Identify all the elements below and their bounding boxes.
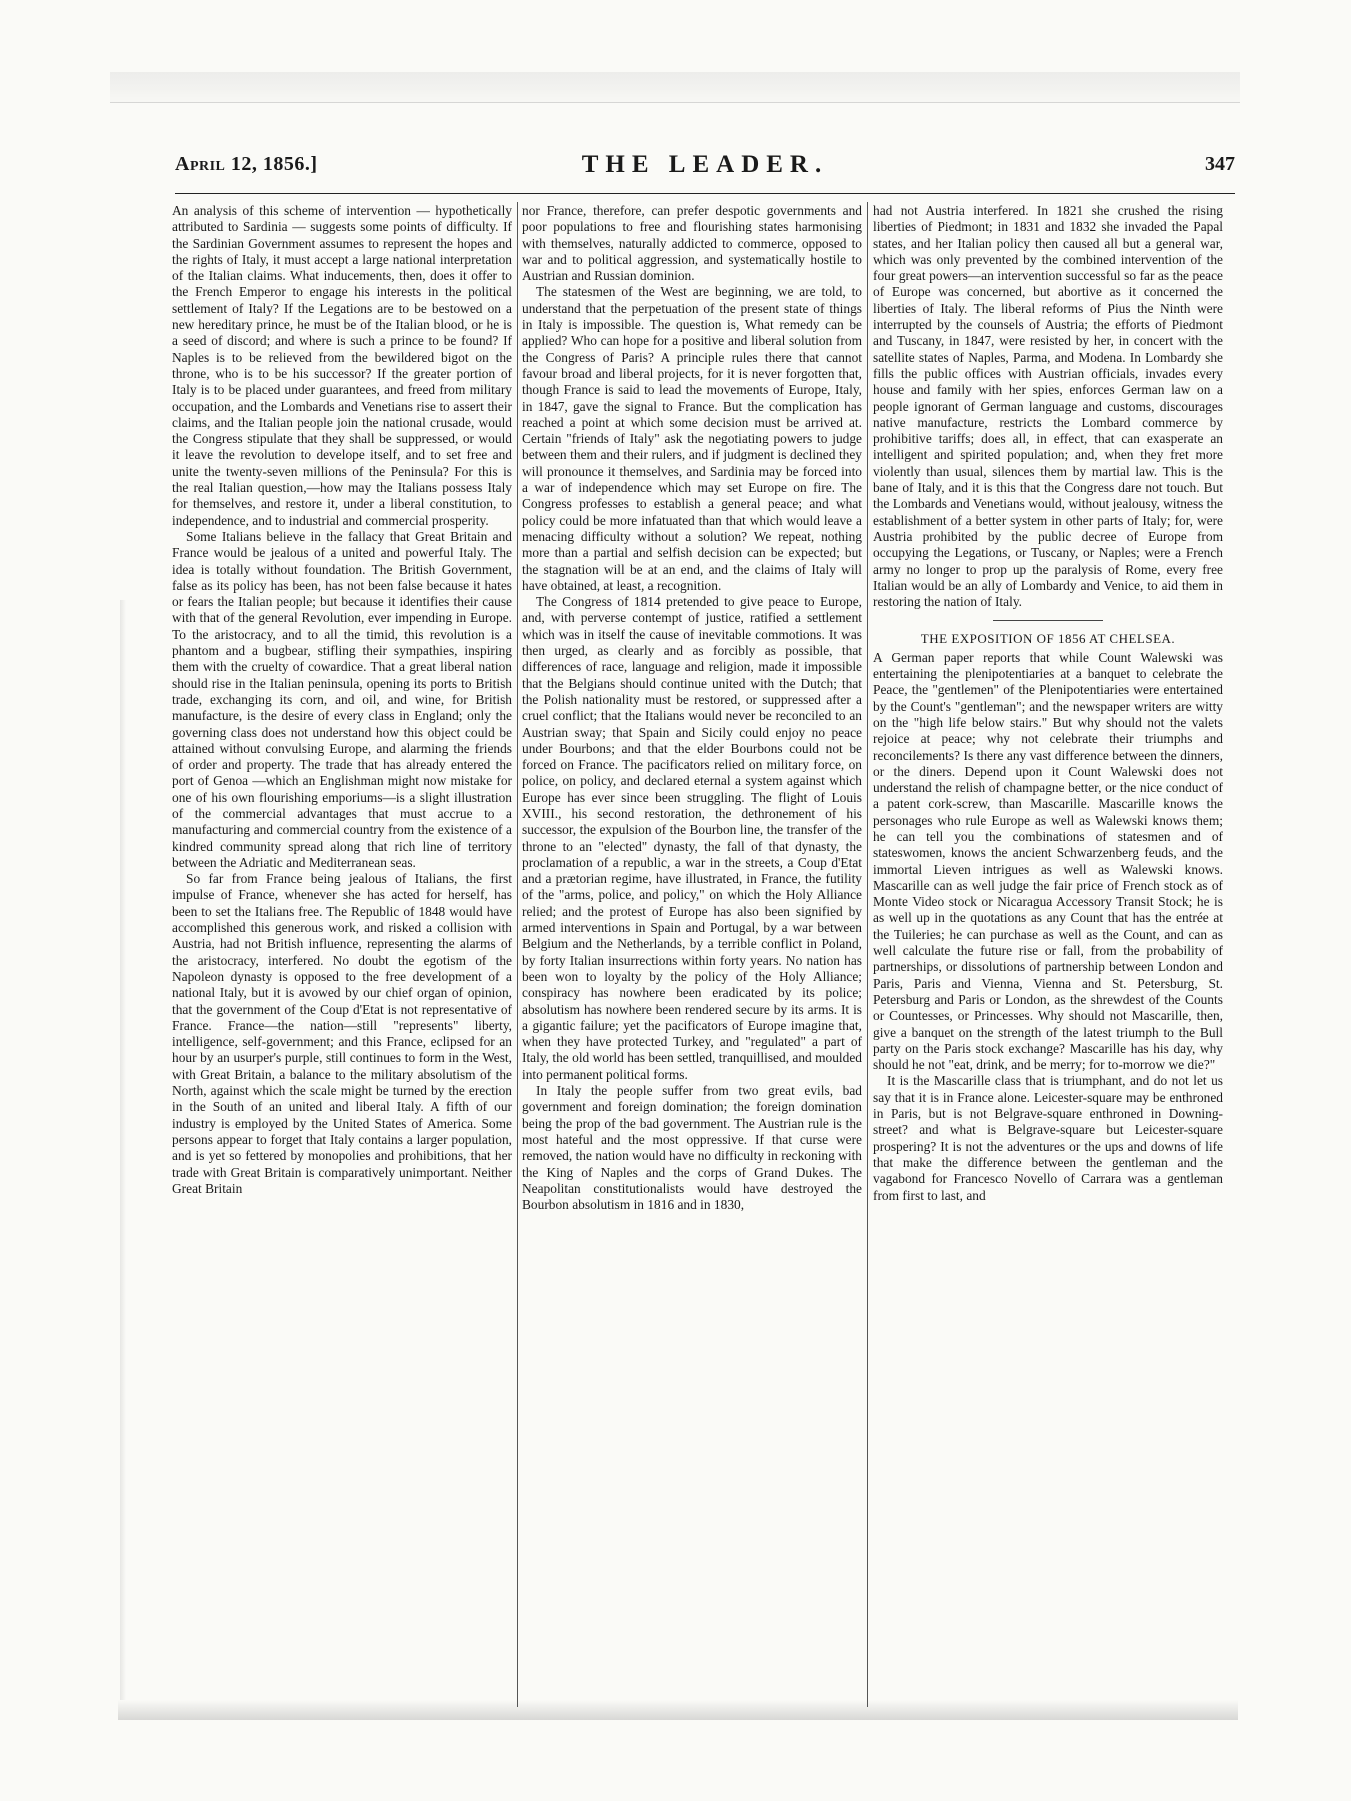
section-divider [993, 620, 1103, 621]
paragraph: Some Italians believe in the fallacy that Great Britain and France would be jealous of a united and powerful Italy. The idea is totally without foundation. The British Government, false as its policy has been, has not been false because it hates or fears the Italian people; but because it identifies their cause with that of the general Revolution, ever impending in Europe. To the aristocracy, and to all the timid, this revolution is a phantom and a bugbear, stifling their sympathies, inspiring them with the cruelty of cowardice. That a great liberal nation should rise in the Italian peninsula, opening its ports to British trade, exchanging its corn, and oil, and wine, for British manufacture, is the desire of every class in England; only the governing class does not understand how this object could be attained without convulsing Europe, and alarming the friends of order and property. The trade that has already entered the port of Genoa —which an Englishman might now mistake for one of his own flourishing emporiums—is a slight illustration of the commercial advantages that must accrue to a manufacturing and commercial country from the existence of a kindred community spread along that rich line of territory between the Adriatic and Mediterranean seas. [172, 528, 512, 870]
scan-shadow-top [110, 72, 1240, 103]
paragraph: had not Austria interfered. In 1821 she crushed the rising liberties of Piedmont; in 1831 and 1832 she invaded the Papal states, and her Italian policy then caused all but a general war, which was only prevented by the combined intervention of the four great powers—an intervention successful so far as the peace of Europe was concerned, but abortive as it concerned the liberties of Italy. The liberal reforms of Pius the Ninth were interrupted by the counsels of Austria; the efforts of Piedmont and Tuscany, in 1847, were resisted by her, in concert with the satellite states of Naples, Parma, and Modena. In Lombardy she fills the public offices with Austrian officials, invades every house and family with her spies, enforces German law on a people ignorant of German language and customs, discourages native manufacture, restricts the Lombard commerce by prohibitive tariffs; does all, in effect, that can exasperate an intelligent and spirited population; and, when they fret more violently than usual, silences them by martial law. This is the bane of Italy, and it is this that the Congress dare not touch. But the Lombards and Venetians would, without jealousy, witness the establishment of a better system in other parts of Italy; for, were Austria prohibited by the public decree of Europe from occupying the Legations, or Tuscany, or Naples; were a French army no longer to prop up the paralysis of Rome, every free Italian would be an ally of Lombardy and Venice, to aid them in restoring the nation of Italy. [873, 203, 1223, 610]
column-3 [873, 203, 1223, 1708]
newspaper-title: THE LEADER. [581, 151, 829, 178]
paragraph: An analysis of this scheme of intervention — hypothetically attributed to Sardinia — suggests some points of difficulty. If the Sardinian Government assumes to represent the hopes and the rights of Italy, it must accept a large national interpretation of the Italian claims. What inducements, then, does it offer to the French Emperor to engage his interests in the political settlement of Italy? If the Legations are to be bestowed on a new hereditary prince, he must be of the Italian blood, or he is a seed of discord; and where is such a prince to be found? If Naples is to be relieved from the bewildered bigot on the throne, who is to be his successor? If the greater portion of Italy is to be placed under guarantees, and freed from military occupation, and the Lombards and Venetians rise to assert their claims, and the Italian people join the national crusade, would the Congress stipulate that they shall be suppressed, or would it leave the revolution to develope itself, and to set free and unite the twenty-seven millions of the Peninsula? For this is the real Italian question,—how may the Italians possess Italy for themselves, and restore it, under a liberal constitution, to independence, and to industrial and commercial prosperity. [172, 203, 512, 528]
issue-date: April 12, 1856.] [175, 153, 318, 175]
page-number: 347 [1205, 153, 1235, 175]
paragraph: A German paper reports that while Count Walewski was entertaining the plenipotentiaries at a banquet to celebrate the Peace, the "gentlemen" of the Plenipotentiaries were entertained by the Count's "gentleman"; and the newspaper writers are witty on the "high life below stairs." But why should not the valets rejoice at peace; why not celebrate their triumphs and reconcilements? Is there any vast difference between the dinners, or the diners. Depend upon it Count Walewski does not understand the relish of champagne better, or the nice conduct of a patent cork-screw, than Mascarille. Mascarille knows the personages who rule Europe as well as Walewski knows them; he can tell you the combinations of statesmen and of stateswomen, knows the ancient Schwarzenberg feuds, and the immortal Lieven intrigues as well as Walewski knows. Mascarille can as well judge the fair price of French stock as of Monte Video stock or Nicaragua Accessory Transit Stock; he is as well up in the quotations as any Count that has the entrée at the Tuileries; he can purchase as well as the Count, and can as well calculate the future rise or fall, from the probability of partnerships, or dissolutions of partnership between London and Paris, Paris and Vienna, Vienna and St. Petersburg, St. Petersburg and Paris or London, as the shrewdest of the Counts or Countesses, or Princesses. Why should not Mascarille, then, give a banquet on the strength of the latest triumph to the Bull party on the Paris stock exchange? Mascarille has his day, why should he not "eat, drink, and be merry; for to-morrow we die?" [873, 649, 1223, 1073]
paragraph: In Italy the people suffer from two great evils, bad government and foreign domination; the foreign domination being the prop of the bad government. The Austrian rule is the most hateful and the most oppressive. If that curse were removed, the nation would have no difficulty in reckoning with the King of Naples and the corps of Grand Dukes. The Neapolitan constitutionalists would have destroyed the Bourbon absolutism in 1816 and in 1830, [522, 1083, 862, 1213]
paragraph: nor France, therefore, can prefer despotic governments and poor populations to free and flourishing states harmonising with themselves, naturally addicted to commerce, opposed to war and to political aggression, and systematically hostile to Austrian and Russian dominion. [522, 203, 862, 284]
scan-shadow-left [120, 600, 126, 1700]
paragraph: It is the Mascarille class that is triumphant, and do not let us say that it is in France alone. Leicester-square may be enthroned in Paris, but is not Belgrave-square enthroned in Downing-street? and what is Belgrave-square but Leicester-square prospering? It is not the adventures or the ups and downs of life that make the difference between the gentleman and the vagabond for Francesco Novello of Carrara was a gentleman from first to last, and [873, 1073, 1223, 1203]
article-heading: THE EXPOSITION OF 1856 AT CHELSEA. [920, 631, 1176, 647]
column-2 [522, 203, 862, 1708]
paragraph: The Congress of 1814 pretended to give peace to Europe, and, with perverse contempt of justice, ratified a settlement which was in itself the cause of inevitable commotions. It was then urged, as clearly and as forcibly as possible, that differences of race, language and religion, made it impossible that the Belgians should continue united with the Dutch; that the Polish nationality must be restored, or suppressed after a cruel conflict; that the Italians would never be reconciled to an Austrian sway; that Spain and Sicily could enjoy no peace under Bourbons; and that the elder Bourbons could not be forced on France. The pacificators relied on military force, on police, on policy, and declared eternal a system against which Europe has ever since been struggling. The flight of Louis XVIII., his second restoration, the dethronement of his successor, the expulsion of the Bourbon line, the transfer of the throne to an "elected" dynasty, the fall of that dynasty, the proclamation of a republic, a war in the streets, a Coup d'Etat and a prætorian regime, have illustrated, in France, the futility of the "arms, police, and policy," on which the Holy Alliance relied; and the protest of Europe has also been signified by armed interventions in Spain and Portugal, by a war between Belgium and the Netherlands, by a terrible conflict in Poland, by forty Italian insurrections within forty years. No nation has been won to loyalty by the policy of the Holy Alliance; conspiracy has nowhere been eradicated by its police; absolutism has nowhere been rendered secure by its arms. It is a gigantic failure; yet the pacificators of Europe imagine that, when they have protected Turkey, and "regulated" a part of Italy, the old world has been settled, tranquillised, and moulded into permanent political forms. [522, 594, 862, 1082]
masthead [175, 153, 1235, 194]
column-rule-1 [517, 202, 518, 1707]
column-rule-2 [867, 202, 868, 1707]
paragraph: So far from France being jealous of Italians, the first impulse of France, whenever she has acted for herself, has been to set the Italians free. The Republic of 1848 would have accomplished this generous work, and risked a collision with Austria, had not British influence, representing the alarms of the aristocracy, interfered. No doubt the egotism of the Napoleon dynasty is opposed to the free development of a national Italy, but it is avowed by our chief organ of opinion, that the government of the Coup d'Etat is not representative of France. France—the nation—still "represents" liberty, intelligence, self-government; and this France, eclipsed for an hour by an usurper's purple, still continues to form in the West, with Great Britain, a balance to the military absolutism of the North, against which the scale might be turned by the erection in the South of an united and liberal Italy. A fifth of our industry is employed by the United States of America. Some persons appear to forget that Italy contains a larger population, and is yet so fettered by monopolies and prohibitions, that her trade with Great Britain is comparatively unimportant. Neither Great Britain [172, 871, 512, 1196]
paragraph: The statesmen of the West are beginning, we are told, to understand that the perpetuation of the present state of things in Italy is impossible. The question is, What remedy can be applied? Who can hope for a positive and liberal solution from the Congress of Paris? A principle rules there that cannot favour broad and liberal projects, for it is never forgotten that, though France is said to lead the movements of Europe, Italy, in 1847, gave the signal to France. But the complication has reached a point at which some decision must be arrived at. Certain "friends of Italy" ask the negotiating powers to judge between them and their rulers, and if judgment is declined they will pronounce it themselves, and Sardinia may be forced into a war of independence which may set Europe on fire. The Congress professes to establish a general peace; and what policy could be more infatuated than that which would leave a menacing difficulty without a solution? We repeat, nothing more than a partial and selfish decision can be expected; but the stagnation will be at an end, and the claims of Italy will have obtained, at least, a recognition. [522, 284, 862, 593]
column-1 [172, 203, 512, 1708]
